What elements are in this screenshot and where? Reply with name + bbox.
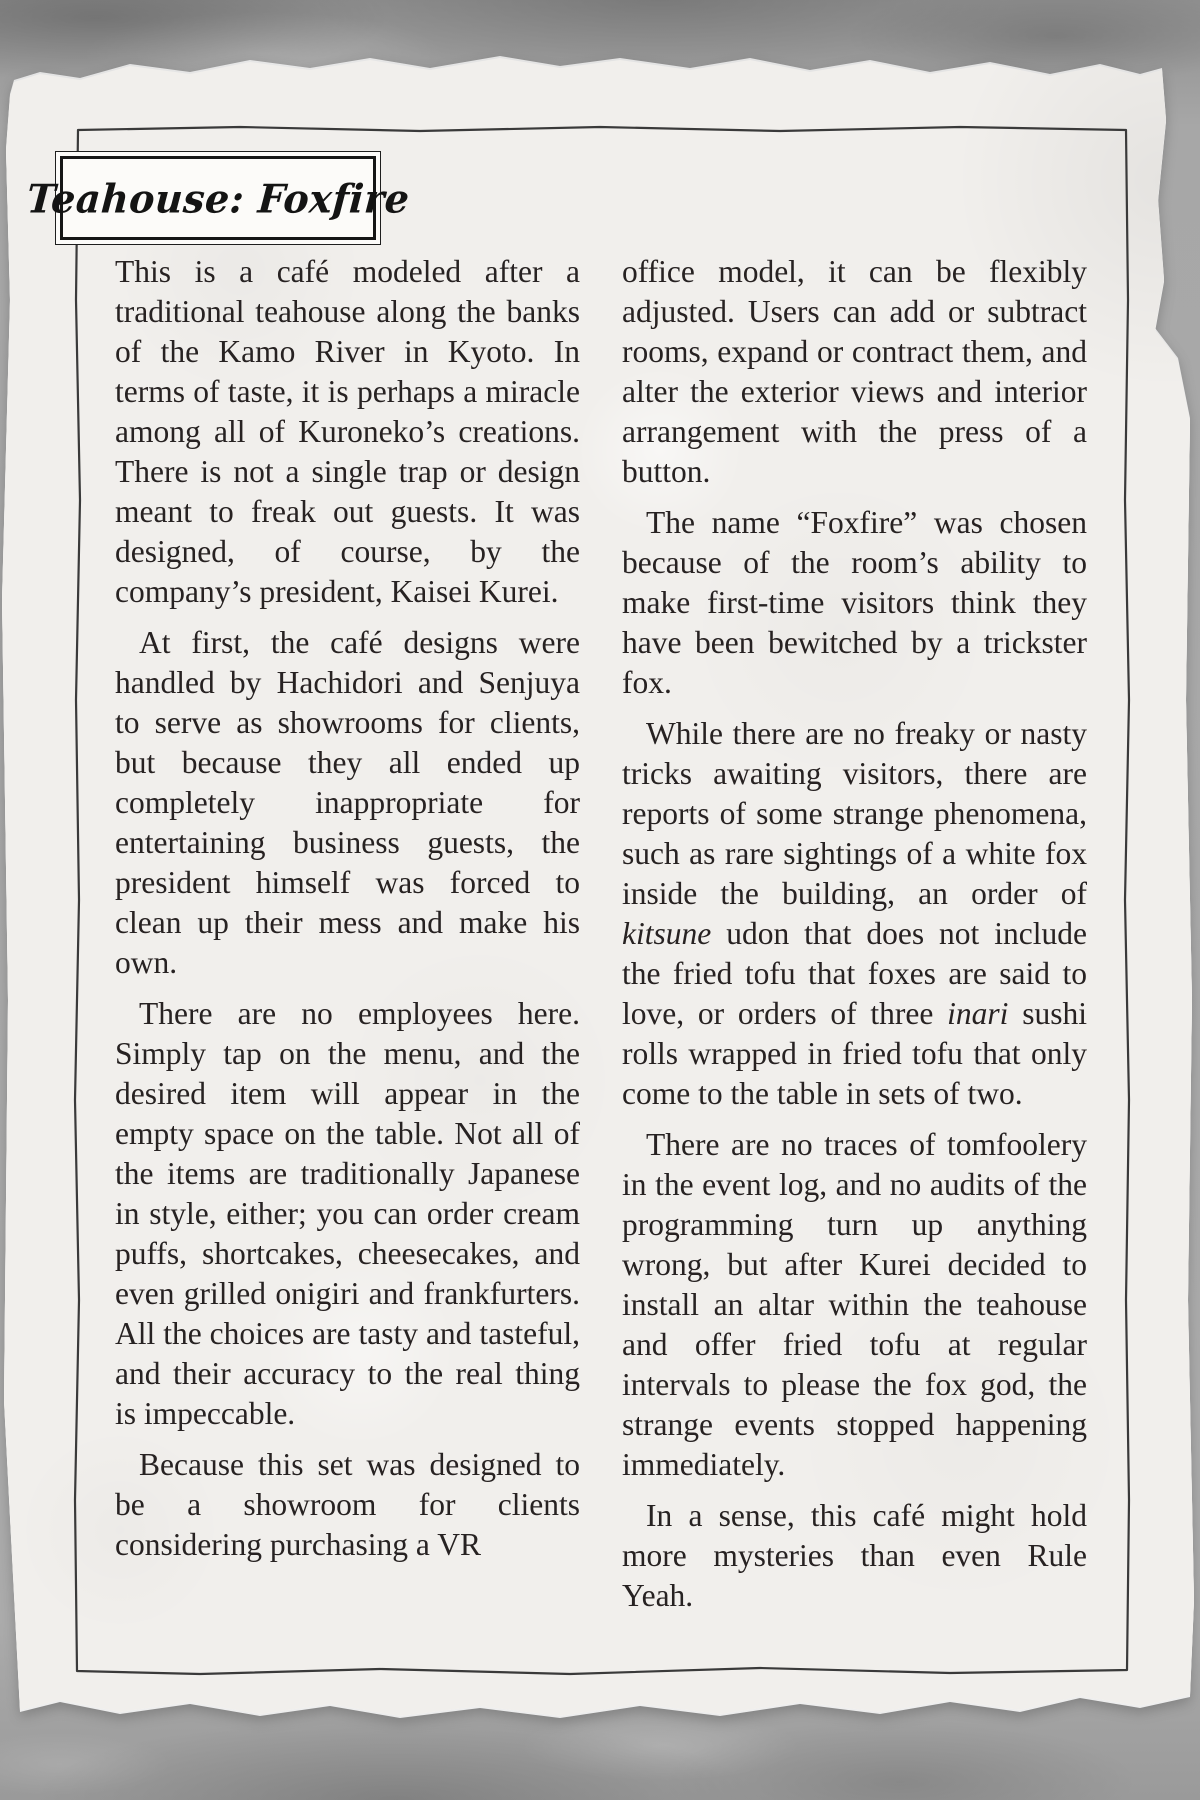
italic-term: kitsune [622, 916, 712, 951]
italic-term: inari [947, 996, 1009, 1031]
paragraph [115, 252, 580, 612]
paragraph [115, 994, 580, 1434]
paragraph [622, 503, 1087, 703]
text-segment: There are no employees here. Simply tap on the menu, and the desired item will appear in the empty space on the table. Not all of the items are traditionally Japanese in style, either; you can order cream puffs, shortcakes, cheesecakes, and even grilled onigiri and frankfurters. All the choices are tasty and tasteful, and their accuracy to the real thing is impeccable. [115, 996, 580, 1431]
paragraph [622, 1125, 1087, 1485]
title-box-inner-border [25, 156, 411, 240]
paragraph [115, 623, 580, 983]
column-left [115, 252, 580, 1627]
page-title: Teahouse: Foxfire [25, 174, 411, 222]
text-segment: There are no traces of tomfoolery in the event log, and no audits of the programming turn up anything wrong, but after Kurei decided to install an altar within the teahouse and offer fried tofu at regular intervals to please the fox god, the strange events stopped happening immediately. [622, 1127, 1087, 1482]
paragraph [622, 714, 1087, 1114]
paragraph [622, 252, 1087, 492]
article-body [115, 252, 1087, 1627]
paragraph [115, 1445, 580, 1565]
text-segment: In a sense, this café might hold more mysteries than even Rule Yeah. [622, 1498, 1087, 1613]
text-segment: The name “Foxfire” was chosen because of the room’s ability to make first-time visitors think they have been bewitched by a trickster fox. [622, 505, 1087, 700]
text-segment: Because this set was designed to be a showroom for clients considering purchasing a VR [115, 1447, 580, 1562]
text-segment: office model, it can be flexibly adjusted. Users can add or subtract rooms, expand or contract them, and alter the exterior views and interior arrangement with the press of a button. [622, 254, 1087, 489]
title-box [25, 151, 411, 245]
column-right [622, 252, 1087, 1627]
text-segment: udon that does not include the fried tofu that foxes are said to love, or orders of three [622, 916, 1087, 1031]
text-segment: At first, the café designs were handled by Hachidori and Senjuya to serve as showrooms for clients, but because they all ended up completely inappropriate for entertaining business guests, the president himself was forced to clean up their mess and make his own. [115, 625, 580, 980]
text-segment: sushi rolls wrapped in fried tofu that only come to the table in sets of two. [622, 996, 1087, 1111]
paragraph [622, 1496, 1087, 1616]
text-segment: While there are no freaky or nasty tricks awaiting visitors, there are reports of some strange phenomena, such as rare sightings of a white fox inside the building, an order of [622, 716, 1087, 911]
text-segment: This is a café modeled after a traditional teahouse along the banks of the Kamo River in Kyoto. In terms of taste, it is perhaps a miracle among all of Kuroneko’s creations. There is not a single trap or design meant to freak out guests. It was designed, of course, by the company’s president, Kaisei Kurei. [115, 254, 580, 609]
